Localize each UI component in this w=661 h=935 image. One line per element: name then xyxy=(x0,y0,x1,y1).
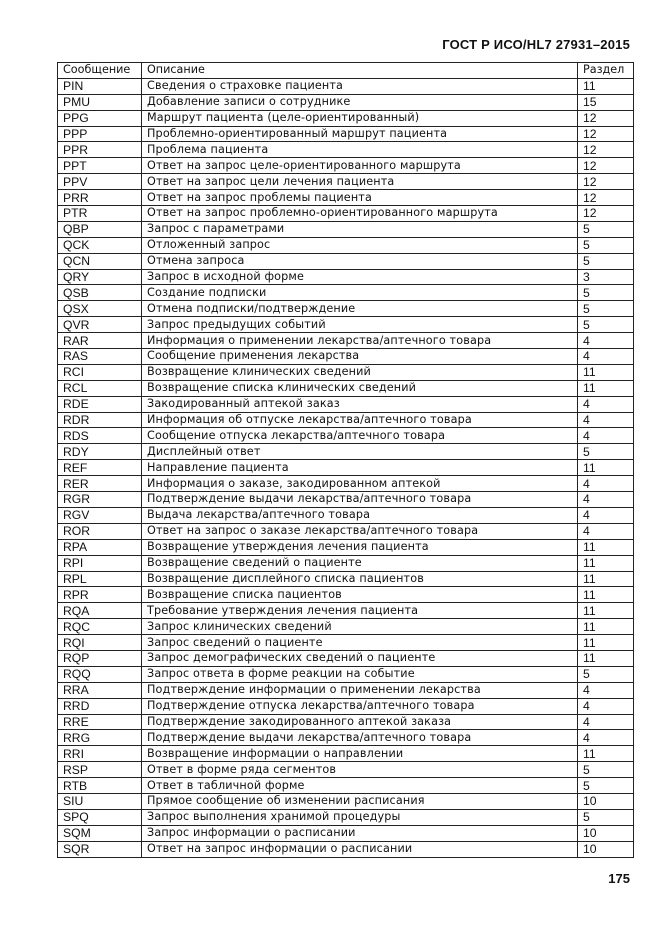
description-cell: Возвращение утверждения лечения пациента xyxy=(142,539,578,555)
message-code-cell: RDS xyxy=(58,428,142,444)
section-cell: 5 xyxy=(578,253,634,269)
description-cell: Прямое сообщение об изменении расписания xyxy=(142,793,578,809)
section-cell: 5 xyxy=(578,809,634,825)
description-cell: Добавление записи о сотруднике xyxy=(142,94,578,110)
section-cell: 11 xyxy=(578,603,634,619)
message-code-cell: RTB xyxy=(58,778,142,794)
message-code-cell: RQA xyxy=(58,603,142,619)
table-row xyxy=(58,78,634,94)
table-row xyxy=(58,237,634,253)
description-cell: Информация о применении лекарства/аптечного товара xyxy=(142,333,578,349)
section-cell: 5 xyxy=(578,444,634,460)
description-cell: Возвращение информации о направлении xyxy=(142,746,578,762)
description-cell: Возвращение клинических сведений xyxy=(142,364,578,380)
section-cell: 10 xyxy=(578,793,634,809)
section-cell: 12 xyxy=(578,110,634,126)
description-cell: Возвращение дисплейного списка пациентов xyxy=(142,571,578,587)
message-code-cell: PPG xyxy=(58,110,142,126)
table-body xyxy=(58,78,634,857)
section-cell: 12 xyxy=(578,126,634,142)
table-row xyxy=(58,253,634,269)
message-code-cell: RAS xyxy=(58,349,142,365)
description-cell: Проблемно-ориентированный маршрут пациента xyxy=(142,126,578,142)
section-cell: 4 xyxy=(578,714,634,730)
description-cell: Ответ на запрос информации о расписании xyxy=(142,841,578,857)
table-row xyxy=(58,142,634,158)
table-row xyxy=(58,603,634,619)
section-cell: 3 xyxy=(578,269,634,285)
message-code-cell: RER xyxy=(58,476,142,492)
section-cell: 5 xyxy=(578,221,634,237)
table-row xyxy=(58,126,634,142)
table-row xyxy=(58,158,634,174)
table-row xyxy=(58,492,634,508)
section-cell: 5 xyxy=(578,285,634,301)
section-cell: 4 xyxy=(578,492,634,508)
message-code-cell: QBP xyxy=(58,221,142,237)
section-cell: 11 xyxy=(578,746,634,762)
message-code-cell: RQC xyxy=(58,619,142,635)
table-row xyxy=(58,539,634,555)
message-code-cell: PPR xyxy=(58,142,142,158)
section-cell: 12 xyxy=(578,142,634,158)
table-header xyxy=(58,63,634,79)
table-row xyxy=(58,714,634,730)
description-cell: Сообщение отпуска лекарства/аптечного товара xyxy=(142,428,578,444)
column-header-description: Описание xyxy=(142,63,578,79)
section-cell: 12 xyxy=(578,206,634,222)
section-cell: 5 xyxy=(578,762,634,778)
message-code-cell: SPQ xyxy=(58,809,142,825)
table-row xyxy=(58,778,634,794)
table-row xyxy=(58,682,634,698)
description-cell: Возвращение списка клинических сведений xyxy=(142,380,578,396)
table-row xyxy=(58,809,634,825)
section-cell: 15 xyxy=(578,94,634,110)
section-cell: 5 xyxy=(578,778,634,794)
description-cell: Отложенный запрос xyxy=(142,237,578,253)
description-cell: Сообщение применения лекарства xyxy=(142,349,578,365)
message-code-cell: QRY xyxy=(58,269,142,285)
section-cell: 4 xyxy=(578,730,634,746)
table-row xyxy=(58,285,634,301)
description-cell: Выдача лекарства/аптечного товара xyxy=(142,507,578,523)
message-code-cell: RDR xyxy=(58,412,142,428)
message-table xyxy=(57,62,634,858)
section-cell: 12 xyxy=(578,190,634,206)
section-cell: 5 xyxy=(578,317,634,333)
message-code-cell: QCN xyxy=(58,253,142,269)
description-cell: Отмена запроса xyxy=(142,253,578,269)
section-cell: 11 xyxy=(578,587,634,603)
table-row xyxy=(58,333,634,349)
table-row xyxy=(58,364,634,380)
description-cell: Информация об отпуске лекарства/аптечного товара xyxy=(142,412,578,428)
description-cell: Ответ на запрос проблемно-ориентированного маршрута xyxy=(142,206,578,222)
message-code-cell: RQP xyxy=(58,650,142,666)
description-cell: Подтверждение информации о применении лекарства xyxy=(142,682,578,698)
section-cell: 4 xyxy=(578,523,634,539)
section-cell: 11 xyxy=(578,460,634,476)
table-row xyxy=(58,190,634,206)
table-row xyxy=(58,650,634,666)
message-code-cell: PRR xyxy=(58,190,142,206)
message-code-cell: RPA xyxy=(58,539,142,555)
section-cell: 11 xyxy=(578,555,634,571)
section-cell: 11 xyxy=(578,539,634,555)
table-row xyxy=(58,635,634,651)
table-row xyxy=(58,428,634,444)
message-code-cell: RGV xyxy=(58,507,142,523)
description-cell: Запрос информации о расписании xyxy=(142,825,578,841)
description-cell: Требование утверждения лечения пациента xyxy=(142,603,578,619)
section-cell: 11 xyxy=(578,635,634,651)
section-cell: 4 xyxy=(578,507,634,523)
table-row xyxy=(58,317,634,333)
description-cell: Закодированный аптекой заказ xyxy=(142,396,578,412)
description-cell: Маршрут пациента (целе-ориентированный) xyxy=(142,110,578,126)
description-cell: Дисплейный ответ xyxy=(142,444,578,460)
section-cell: 4 xyxy=(578,682,634,698)
section-cell: 4 xyxy=(578,428,634,444)
description-cell: Отмена подписки/подтверждение xyxy=(142,301,578,317)
table-row xyxy=(58,412,634,428)
table-row xyxy=(58,698,634,714)
section-cell: 11 xyxy=(578,571,634,587)
table-row xyxy=(58,507,634,523)
message-code-cell: SQM xyxy=(58,825,142,841)
description-cell: Подтверждение отпуска лекарства/аптечного товара xyxy=(142,698,578,714)
message-code-cell: RSP xyxy=(58,762,142,778)
description-cell: Запрос с параметрами xyxy=(142,221,578,237)
description-cell: Направление пациента xyxy=(142,460,578,476)
description-cell: Ответ на запрос о заказе лекарства/аптечного товара xyxy=(142,523,578,539)
message-code-cell: QSB xyxy=(58,285,142,301)
section-cell: 4 xyxy=(578,333,634,349)
table-row xyxy=(58,269,634,285)
section-cell: 4 xyxy=(578,412,634,428)
section-cell: 12 xyxy=(578,158,634,174)
header-row xyxy=(58,63,634,79)
table-row xyxy=(58,825,634,841)
table-row xyxy=(58,746,634,762)
table-row xyxy=(58,619,634,635)
message-code-cell: RAR xyxy=(58,333,142,349)
section-cell: 5 xyxy=(578,237,634,253)
column-header-section: Раздел xyxy=(578,63,634,79)
message-code-cell: RDY xyxy=(58,444,142,460)
message-code-cell: QVR xyxy=(58,317,142,333)
description-cell: Запрос демографических сведений о пациенте xyxy=(142,650,578,666)
table-row xyxy=(58,221,634,237)
description-cell: Подтверждение закодированного аптекой заказа xyxy=(142,714,578,730)
description-cell: Ответ в табличной форме xyxy=(142,778,578,794)
message-code-cell: PIN xyxy=(58,78,142,94)
message-code-cell: RPI xyxy=(58,555,142,571)
table-row xyxy=(58,380,634,396)
section-cell: 10 xyxy=(578,841,634,857)
description-cell: Запрос в исходной форме xyxy=(142,269,578,285)
message-code-cell: RRD xyxy=(58,698,142,714)
table-row xyxy=(58,444,634,460)
description-cell: Возвращение списка пациентов xyxy=(142,587,578,603)
message-code-cell: PTR xyxy=(58,206,142,222)
table-row xyxy=(58,730,634,746)
description-cell: Возвращение сведений о пациенте xyxy=(142,555,578,571)
section-cell: 10 xyxy=(578,825,634,841)
message-code-cell: RDE xyxy=(58,396,142,412)
message-code-cell: SIU xyxy=(58,793,142,809)
description-cell: Запрос клинических сведений xyxy=(142,619,578,635)
table-row xyxy=(58,587,634,603)
message-code-cell: QSX xyxy=(58,301,142,317)
description-cell: Создание подписки xyxy=(142,285,578,301)
table-row xyxy=(58,396,634,412)
section-cell: 5 xyxy=(578,666,634,682)
table-row xyxy=(58,476,634,492)
message-code-cell: ROR xyxy=(58,523,142,539)
section-cell: 12 xyxy=(578,174,634,190)
description-cell: Сведения о страховке пациента xyxy=(142,78,578,94)
description-cell: Подтверждение выдачи лекарства/аптечного товара xyxy=(142,492,578,508)
description-cell: Запрос ответа в форме реакции на событие xyxy=(142,666,578,682)
table-row xyxy=(58,571,634,587)
message-code-cell: PPV xyxy=(58,174,142,190)
description-cell: Запрос предыдущих событий xyxy=(142,317,578,333)
section-cell: 11 xyxy=(578,78,634,94)
section-cell: 11 xyxy=(578,380,634,396)
description-cell: Запрос выполнения хранимой процедуры xyxy=(142,809,578,825)
message-code-cell: PMU xyxy=(58,94,142,110)
table-row xyxy=(58,174,634,190)
message-code-cell: RQQ xyxy=(58,666,142,682)
message-code-cell: RRG xyxy=(58,730,142,746)
message-code-cell: RGR xyxy=(58,492,142,508)
message-code-cell: RRI xyxy=(58,746,142,762)
column-header-message: Сообщение xyxy=(58,63,142,79)
section-cell: 11 xyxy=(578,364,634,380)
message-code-cell: RRA xyxy=(58,682,142,698)
document-header: ГОСТ Р ИСО/HL7 27931–2015 xyxy=(442,37,630,52)
description-cell: Ответ на запрос цели лечения пациента xyxy=(142,174,578,190)
message-code-cell: PPT xyxy=(58,158,142,174)
table-row xyxy=(58,349,634,365)
table-row xyxy=(58,110,634,126)
description-cell: Ответ на запрос проблемы пациента xyxy=(142,190,578,206)
description-cell: Ответ в форме ряда сегментов xyxy=(142,762,578,778)
description-cell: Проблема пациента xyxy=(142,142,578,158)
message-code-cell: SQR xyxy=(58,841,142,857)
section-cell: 11 xyxy=(578,650,634,666)
table-row xyxy=(58,301,634,317)
section-cell: 4 xyxy=(578,476,634,492)
description-cell: Подтверждение выдачи лекарства/аптечного товара xyxy=(142,730,578,746)
section-cell: 11 xyxy=(578,619,634,635)
section-cell: 4 xyxy=(578,698,634,714)
table-row xyxy=(58,841,634,857)
message-code-cell: REF xyxy=(58,460,142,476)
table-row xyxy=(58,666,634,682)
message-code-cell: PPP xyxy=(58,126,142,142)
table-row xyxy=(58,793,634,809)
table-row xyxy=(58,460,634,476)
page-number: 175 xyxy=(608,871,630,886)
table-row xyxy=(58,555,634,571)
table-row xyxy=(58,206,634,222)
section-cell: 4 xyxy=(578,349,634,365)
message-code-cell: RPL xyxy=(58,571,142,587)
message-code-cell: RPR xyxy=(58,587,142,603)
table-row xyxy=(58,523,634,539)
message-code-cell: RCL xyxy=(58,380,142,396)
message-code-cell: RCI xyxy=(58,364,142,380)
description-cell: Запрос сведений о пациенте xyxy=(142,635,578,651)
section-cell: 4 xyxy=(578,396,634,412)
table-row xyxy=(58,94,634,110)
message-code-cell: RQI xyxy=(58,635,142,651)
section-cell: 5 xyxy=(578,301,634,317)
description-cell: Информация о заказе, закодированном аптекой xyxy=(142,476,578,492)
message-code-cell: RRE xyxy=(58,714,142,730)
message-code-cell: QCK xyxy=(58,237,142,253)
description-cell: Ответ на запрос целе-ориентированного маршрута xyxy=(142,158,578,174)
table-row xyxy=(58,762,634,778)
